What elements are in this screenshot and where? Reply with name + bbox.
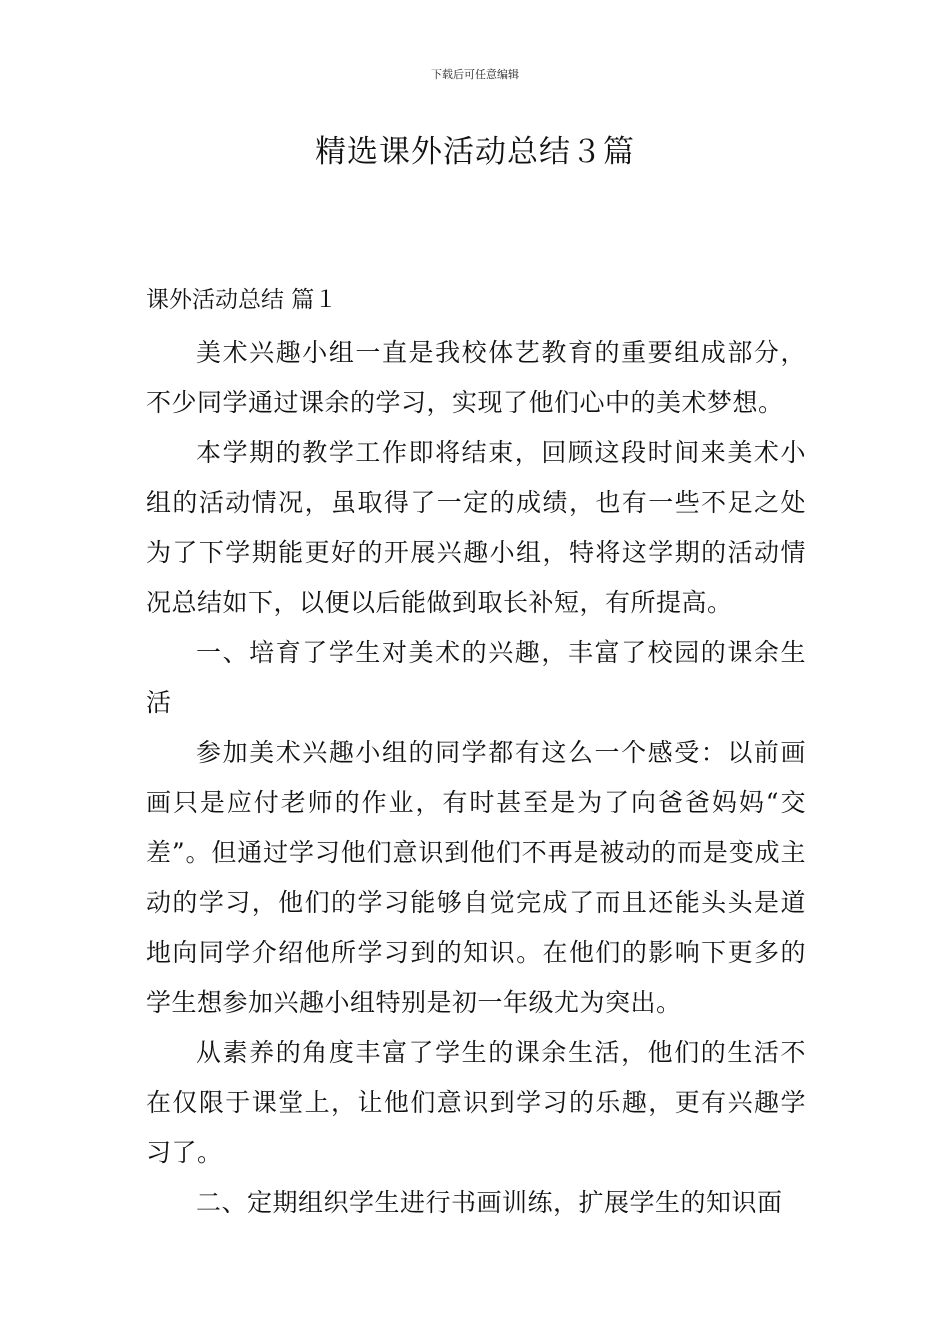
subheading-paragraph: 一、培育了学生对美术的兴趣，丰富了校园的课余生活 [146,638,806,717]
document-body [146,280,806,1228]
paragraph: 本学期的教学工作即将结束，回顾这段时间来美术小组的活动情况，虽取得了一定的成绩，也有一些不足之处为了下学期能更好的开展兴趣小组，特将这学期的活动情况总结如下，以便以后能做到取长补短，有所提高。 [146,438,806,617]
paragraph: 美术兴趣小组一直是我校体艺教育的重要组成部分，不少同学通过课余的学习，实现了他们心中的美术梦想。 [146,338,806,417]
subheading-paragraph: 二、定期组织学生进行书画训练，扩展学生的知识面 [196,1188,783,1217]
section-heading: 课外活动总结 篇１ [146,287,338,313]
paragraph: 从素养的角度丰富了学生的课余生活，他们的生活不在仅限于课堂上，让他们意识到学习的乐趣，更有兴趣学习了。 [146,1038,806,1167]
header-note: 下载后可任意编辑 [431,68,519,81]
paragraph: 参加美术兴趣小组的同学都有这么一个感受：以前画画只是应付老师的作业，有时甚至是为了向爸爸妈妈“交差”。但通过学习他们意识到他们不再是被动的而是变成主动的学习，他们的学习能够自觉完成了而且还能头头是道地向同学介绍他所学习到的知识。在他们的影响下更多的学生想参加兴趣小组特别是初一年级尤为突出。 [146,738,806,1017]
document-title: 精选课外活动总结３篇 [315,134,635,170]
